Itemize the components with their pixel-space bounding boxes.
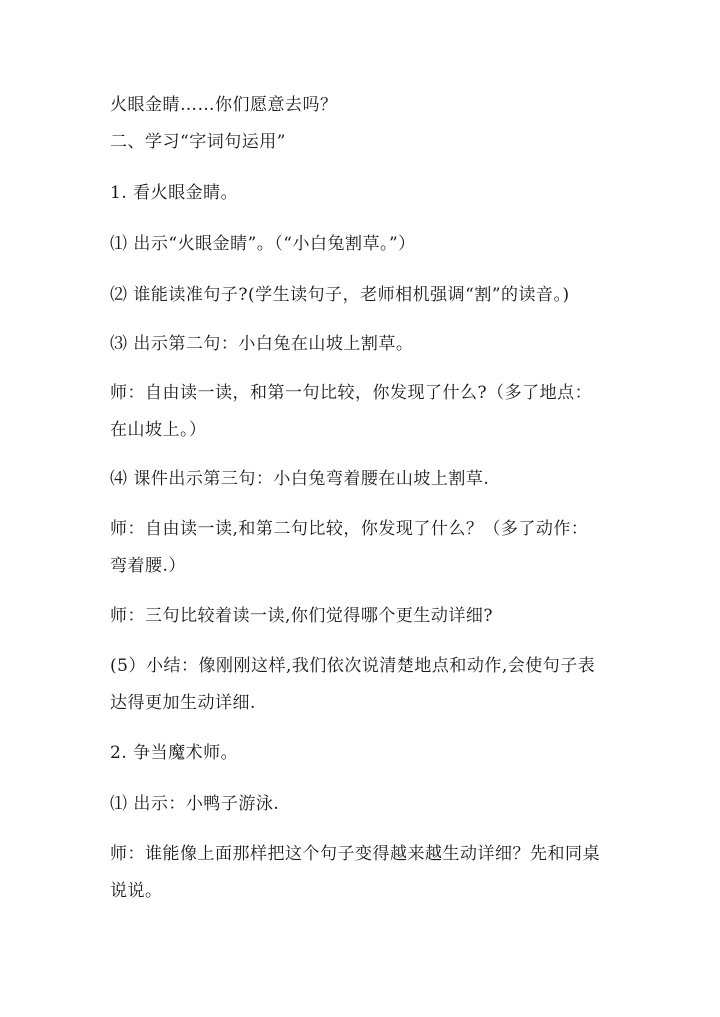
teacher-line-1-cont: 在山坡上。） bbox=[110, 420, 207, 440]
summary-line-cont: 达得更加生动详细. bbox=[110, 693, 256, 713]
step-2: ⑵ 谁能读准句子?(学生读句子，老师相机强调“割”的读音。) bbox=[110, 285, 570, 305]
section-heading: 二、学习“字词句运用” bbox=[110, 132, 286, 152]
subsection-1-heading: 1. 看火眼金睛。 bbox=[110, 183, 239, 203]
summary-line: (5）小结：像刚刚这样,我们依次说清楚地点和动作,会使句子表 bbox=[110, 656, 596, 676]
step-3: ⑶ 出示第二句：小白兔在山坡上割草。 bbox=[110, 334, 414, 354]
teacher-line-2-cont: 弯着腰.） bbox=[110, 556, 186, 576]
teacher-line-1: 师：自由读一读，和第一句比较，你发现了什么?（多了地点： bbox=[110, 383, 593, 403]
teacher-line-3: 师：三句比较着读一读,你们觉得哪个更生动详细? bbox=[110, 606, 494, 626]
subsection-2-heading: 2. 争当魔术师。 bbox=[110, 743, 239, 763]
teacher-line-4: 师：谁能像上面那样把这个句子变得越来越生动详细？先和同桌 bbox=[110, 844, 600, 864]
paragraph-intro: 火眼金睛……你们愿意去吗？ bbox=[110, 95, 338, 115]
step-1: ⑴ 出示“火眼金睛”。（“小白兔割草。”） bbox=[110, 234, 416, 254]
step-4: ⑷ 课件出示第三句：小白兔弯着腰在山坡上割草. bbox=[110, 469, 490, 489]
step-5: ⑴ 出示：小鸭子游泳. bbox=[110, 794, 280, 814]
teacher-line-4-cont: 说说。 bbox=[110, 881, 163, 901]
teacher-line-2: 师：自由读一读,和第二句比较，你发现了什么？（多了动作： bbox=[110, 519, 589, 539]
